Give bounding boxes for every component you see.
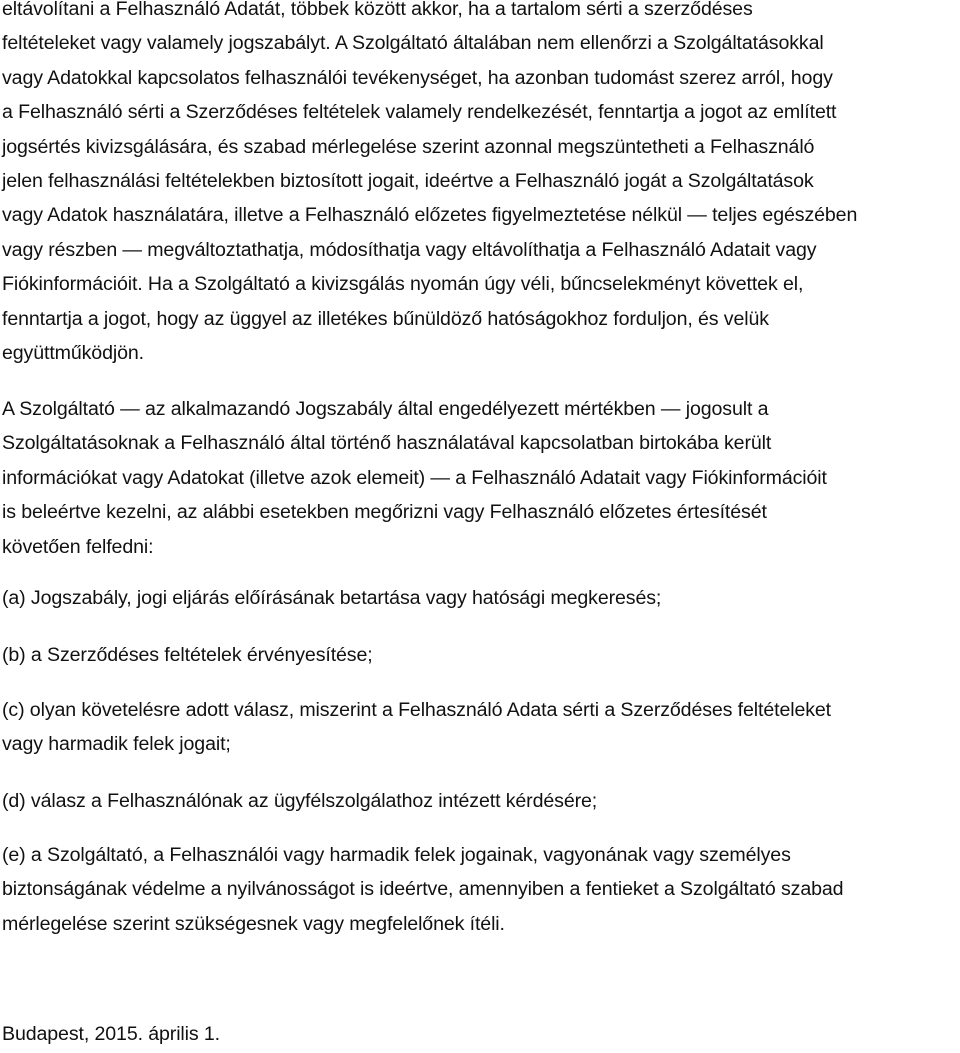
list-item-b bbox=[2, 638, 954, 672]
text-line: követően felfedni: bbox=[2, 535, 154, 558]
text-line: biztonságának védelme a nyilvánosságot is ideértve, amennyiben a fentieket a Szolgáltató szabad bbox=[2, 878, 844, 901]
text-line: mérlegelése szerint szükségesnek vagy megfelelőnek ítéli. bbox=[2, 912, 505, 935]
list-item-e bbox=[2, 838, 954, 941]
text-line: Fiókinformációit. Ha a Szolgáltató a kivizsgálás nyomán úgy véli, bűncselekményt követtek el, bbox=[2, 273, 804, 296]
text-line: vagy Adatok használatára, illetve a Felhasználó előzetes figyelmeztetése nélkül — teljes egészében bbox=[2, 204, 858, 227]
text-line: is beleértve kezelni, az alábbi esetekben megőrizni vagy Felhasználó előzetes értesítését bbox=[2, 501, 767, 524]
text-line: (b) a Szerződéses feltételek érvényesítése; bbox=[2, 644, 373, 666]
text-line: vagy Adatokkal kapcsolatos felhasználói tevékenységet, ha azonban tudomást szerez arról, hogy bbox=[2, 66, 833, 89]
paragraph-user-data-removal bbox=[2, 0, 954, 370]
list-item-a bbox=[2, 581, 954, 615]
text-line: (c) olyan követelésre adott válasz, miszerint a Felhasználó Adata sérti a Szerződéses feltételeket bbox=[2, 699, 832, 721]
text-line: együttműködjön. bbox=[2, 341, 144, 364]
text-line: (e) a Szolgáltató, a Felhasználói vagy harmadik felek jogainak, vagyonának vagy személyes bbox=[2, 844, 791, 866]
text-line: információkat vagy Adatokat (illetve azok elemeit) — a Felhasználó Adatait vagy Fiókinformációit bbox=[2, 466, 827, 489]
list-item-c bbox=[2, 693, 954, 762]
list-item-d bbox=[2, 784, 954, 818]
text-line: Budapest, 2015. április 1. bbox=[2, 1023, 220, 1045]
text-line: eltávolítani a Felhasználó Adatát, többek között akkor, ha a tartalom sérti a szerződéses bbox=[2, 0, 753, 20]
text-line: jelen felhasználási feltételekben biztosított jogait, ideértve a Felhasználó jogát a Szolgáltatások bbox=[2, 169, 814, 192]
text-line: jogsértés kivizsgálására, és szabad mérlegelése szerint azonnal megszüntetheti a Felhasználó bbox=[2, 135, 815, 158]
paragraph-data-disclosure bbox=[2, 392, 954, 564]
text-line: vagy harmadik felek jogait; bbox=[2, 733, 231, 756]
text-line: vagy részben — megváltoztathatja, módosíthatja vagy eltávolíthatja a Felhasználó Adatait vagy bbox=[2, 238, 817, 261]
text-line: a Felhasználó sérti a Szerződéses feltételek valamely rendelkezését, fenntartja a jogot az említett bbox=[2, 101, 837, 124]
text-line: A Szolgáltató — az alkalmazandó Jogszabály által engedélyezett mértékben — jogosult a bbox=[2, 398, 769, 420]
place-and-date bbox=[2, 1017, 954, 1051]
text-line: feltételeket vagy valamely jogszabályt. A Szolgáltató általában nem ellenőrzi a Szolgáltatásokkal bbox=[2, 32, 824, 55]
text-line: (d) válasz a Felhasználónak az ügyfélszolgálathoz intézett kérdésére; bbox=[2, 790, 598, 812]
text-line: (a) Jogszabály, jogi eljárás előírásának betartása vagy hatósági megkeresés; bbox=[2, 587, 662, 609]
text-line: Szolgáltatásoknak a Felhasználó által történő használatával kapcsolatban birtokába került bbox=[2, 432, 772, 455]
text-line: fenntartja a jogot, hogy az üggyel az illetékes bűnüldöző hatóságokhoz forduljon, és velük bbox=[2, 307, 769, 330]
